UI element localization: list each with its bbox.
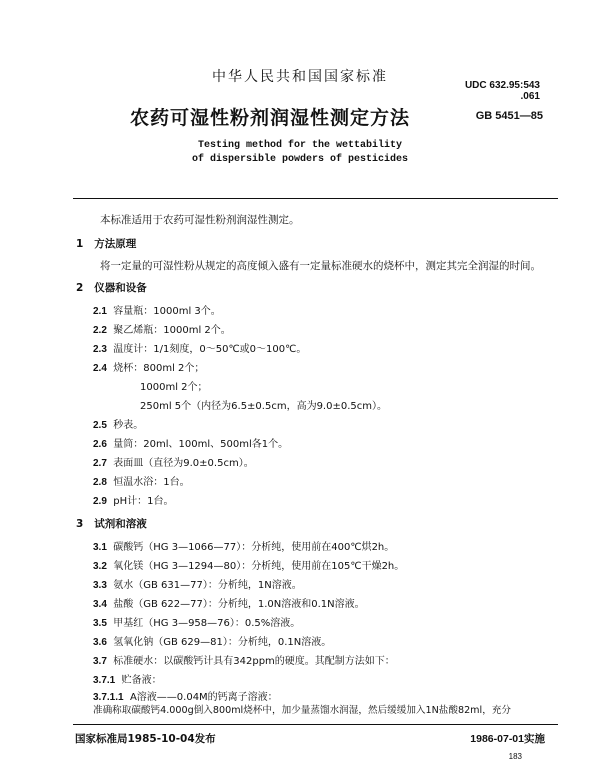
item-text: 秒表。 (113, 420, 144, 431)
section-3-heading (76, 516, 147, 531)
item-text: 恒温水浴：1台。 (113, 477, 190, 488)
item-number: 3.7 (93, 656, 107, 667)
list-item (93, 492, 174, 507)
udc-line-2: .061 (520, 91, 540, 102)
list-item (93, 416, 143, 431)
item-text: A溶液——0.04M的钙离子溶液： (129, 692, 278, 703)
section-1-heading (76, 236, 136, 251)
country-standard-heading: 中华人民共和国国家标准 (212, 69, 388, 85)
list-item (93, 435, 288, 450)
item-number: 2.8 (93, 477, 107, 488)
item-number: 3.2 (93, 561, 107, 572)
udc-line-1: UDC 632.95:543 (464, 80, 540, 91)
item-number: 3.4 (93, 599, 107, 610)
list-item (93, 652, 395, 667)
item-number: 2.2 (93, 325, 107, 336)
item-number: 2.3 (93, 344, 107, 355)
list-item (93, 557, 404, 572)
section-number: 3 (76, 518, 84, 530)
top-divider (73, 198, 558, 199)
item-number: 3.6 (93, 637, 107, 648)
item-number: 3.1 (93, 542, 107, 553)
list-item (93, 359, 204, 374)
item-text: 量筒：20ml、100ml、500ml各1个。 (113, 439, 289, 450)
item-number: 2.6 (93, 439, 107, 450)
effective-date: 1986-07-01实施 (470, 733, 545, 745)
paragraph-line: 准确称取碳酸钙4.000g倒入800ml烧杯中，加少量蒸馏水润湿，然后缓缓加入1N盐酸82ml，充分 (93, 705, 511, 716)
item-text: 表面皿（直径为9.0±0.5cm）。 (113, 458, 254, 469)
udc-code (465, 80, 540, 102)
item-number: 3.7.1.1 (93, 692, 124, 703)
list-item: 1000ml 2个； (140, 382, 208, 393)
list-item (93, 595, 365, 610)
issue-date: 国家标准局1985-10-04发布 (75, 733, 216, 745)
item-text: 容量瓶：1000ml 3个。 (113, 306, 221, 317)
page-number: 183 (508, 752, 522, 761)
item-text: 贮备液： (121, 675, 162, 686)
section-title: 试剂和溶液 (94, 518, 147, 530)
item-number: 2.1 (93, 306, 107, 317)
subitem-3-7-1-1 (93, 688, 278, 703)
item-text: 烧杯：800ml 2个； (113, 363, 205, 374)
section-number: 2 (76, 282, 84, 294)
item-text: 氨水（GB 631—77）：分析纯，1N溶液。 (113, 580, 302, 591)
list-item (93, 671, 162, 686)
list-item: 250ml 5个（内径为6.5±0.5cm，高为9.0±0.5cm）。 (140, 401, 387, 412)
item-text: 温度计：1/1刻度，0～50℃或0～100℃。 (113, 344, 307, 355)
section-number: 1 (76, 238, 84, 250)
list-item (93, 576, 302, 591)
section-title: 方法原理 (94, 238, 137, 250)
list-item (93, 321, 231, 336)
gb-code: GB 5451—85 (475, 110, 543, 122)
list-item (93, 473, 190, 488)
section-2-heading (76, 280, 147, 295)
item-text: 氢氧化钠（GB 629—81）：分析纯，0.1N溶液。 (113, 637, 332, 648)
item-number: 3.7.1 (93, 675, 116, 686)
list-item (93, 633, 331, 648)
list-item (93, 538, 394, 553)
document-title: 农药可湿性粉剂润湿性测定方法 (130, 107, 411, 129)
item-number: 3.3 (93, 580, 107, 591)
item-number: 2.9 (93, 496, 107, 507)
section-title: 仪器和设备 (94, 282, 147, 294)
item-text: 甲基红（HG 3—958—76）：0.5%溶液。 (113, 618, 301, 629)
item-text: pH计：1台。 (113, 496, 174, 507)
item-text: 聚乙烯瓶：1000ml 2个。 (113, 325, 231, 336)
item-number: 3.5 (93, 618, 107, 629)
english-title-line-1: Testing method for the wettability (197, 140, 403, 151)
item-text: 盐酸（GB 622—77）：分析纯，1.0N溶液和0.1N溶液。 (113, 599, 365, 610)
item-number: 2.7 (93, 458, 107, 469)
item-text: 标准硬水：以碳酸钙计具有342ppm的硬度。其配制方法如下： (113, 656, 395, 667)
list-item (93, 340, 306, 355)
english-title-line-2: of dispersible powders of pesticides (191, 154, 409, 165)
item-text: 氧化镁（HG 3—1294—80）：分析纯，使用前在105℃干燥2h。 (113, 561, 405, 572)
item-text: 碳酸钙（HG 3—1066—77）：分析纯，使用前在400℃烘2h。 (113, 542, 395, 553)
list-item (93, 454, 254, 469)
item-number: 2.5 (93, 420, 107, 431)
section-1-text: 将一定量的可湿性粉从规定的高度倾入盛有一定量标准硬水的烧杯中，测定其完全润湿的时间。 (100, 260, 541, 272)
item-number: 2.4 (93, 363, 107, 374)
bottom-divider (73, 724, 558, 725)
list-item (93, 614, 300, 629)
list-item (93, 302, 221, 317)
intro-paragraph: 本标准适用于农药可湿性粉剂润湿性测定。 (100, 214, 300, 226)
